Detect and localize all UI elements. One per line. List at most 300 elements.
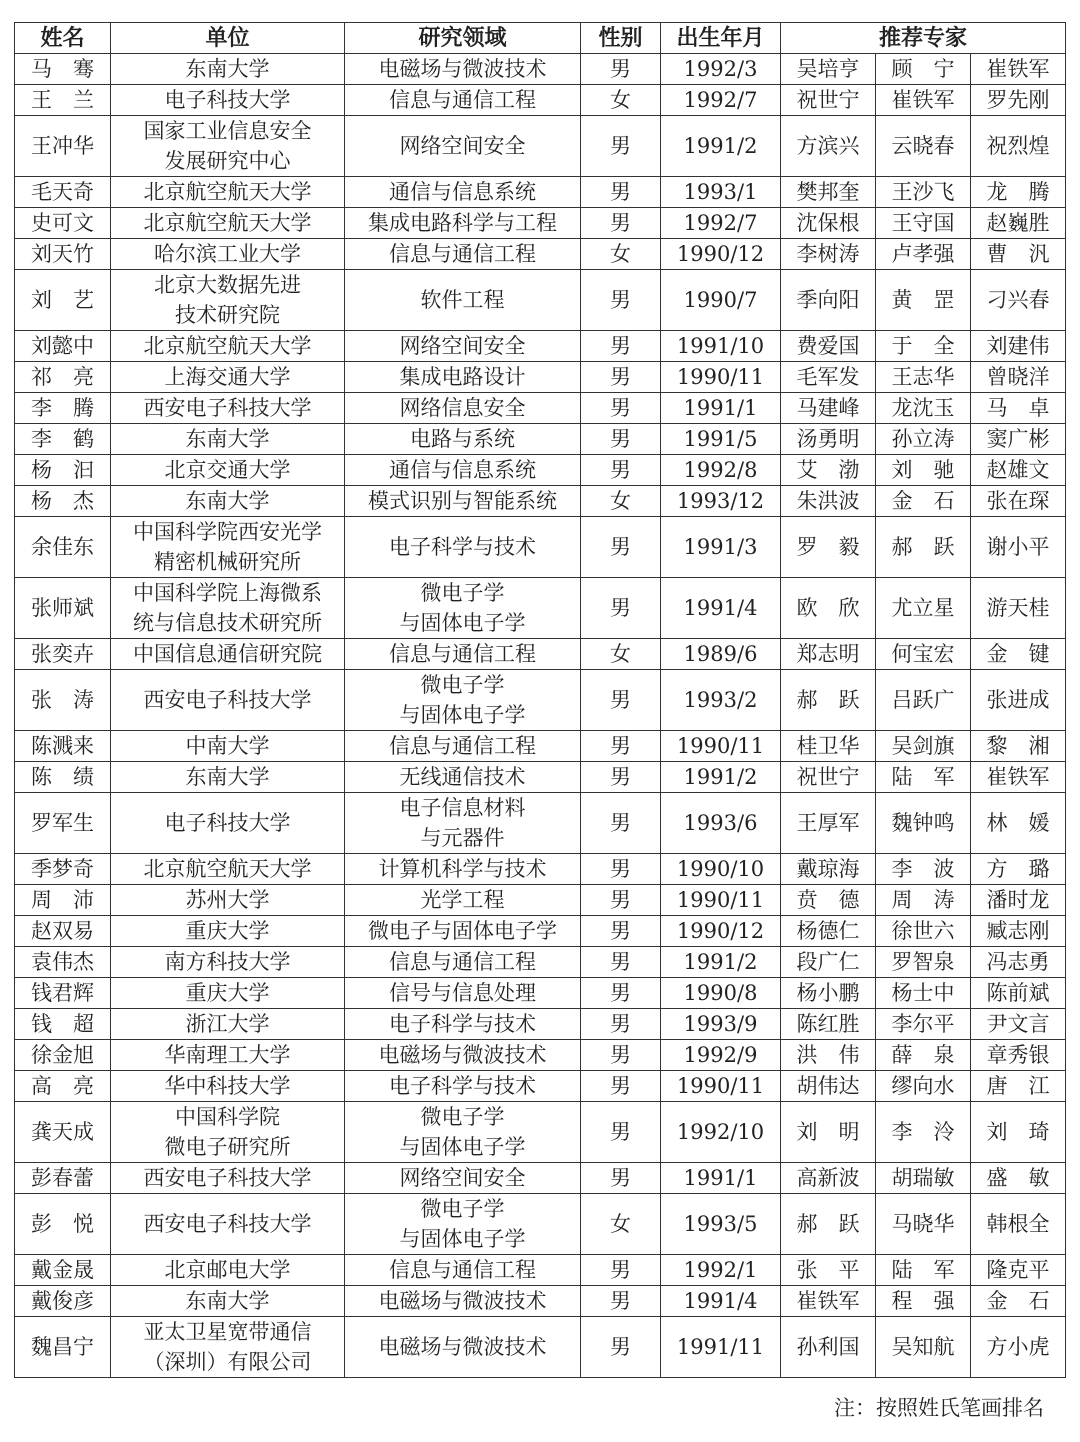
table-row (15, 85, 1066, 116)
expert-3-cell: 黎 湘 (971, 731, 1066, 762)
unit-cell: 北京航空航天大学 (111, 854, 345, 885)
expert-1-cell: 郝 跃 (781, 1194, 876, 1255)
expert-1-cell: 祝世宁 (781, 762, 876, 793)
expert-2-cell: 李 泠 (876, 1102, 971, 1163)
sex-cell: 女 (581, 85, 661, 116)
expert-1-cell: 陈红胜 (781, 1009, 876, 1040)
table-row (15, 424, 1066, 455)
table-row (15, 1009, 1066, 1040)
expert-3-cell: 韩根全 (971, 1194, 1066, 1255)
name-cell: 戴俊彦 (15, 1286, 111, 1317)
expert-1-cell: 马建峰 (781, 393, 876, 424)
sex-cell: 男 (581, 362, 661, 393)
name-cell: 周 沛 (15, 885, 111, 916)
expert-1-cell: 樊邦奎 (781, 177, 876, 208)
field-cell: 电磁场与微波技术 (345, 1317, 581, 1378)
birth-cell: 1991/3 (661, 517, 781, 578)
expert-2-cell: 于 全 (876, 331, 971, 362)
footnote: 注：按照姓氏笔画排名 (834, 1396, 1044, 1420)
sex-cell: 男 (581, 670, 661, 731)
name-cell: 王 兰 (15, 85, 111, 116)
unit-cell: 中国科学院上海微系 统与信息技术研究所 (111, 578, 345, 639)
name-cell: 余佳东 (15, 517, 111, 578)
sex-cell: 男 (581, 885, 661, 916)
sex-cell: 男 (581, 1102, 661, 1163)
expert-3-cell: 盛 敏 (971, 1163, 1066, 1194)
name-cell: 李 腾 (15, 393, 111, 424)
table-row (15, 885, 1066, 916)
expert-1-cell: 崔铁军 (781, 1286, 876, 1317)
birth-cell: 1991/2 (661, 947, 781, 978)
sex-cell: 男 (581, 762, 661, 793)
unit-cell: 北京交通大学 (111, 455, 345, 486)
expert-1-cell: 郝 跃 (781, 670, 876, 731)
unit-cell: 北京航空航天大学 (111, 177, 345, 208)
expert-3-cell: 赵巍胜 (971, 208, 1066, 239)
birth-cell: 1991/10 (661, 331, 781, 362)
sex-cell: 男 (581, 947, 661, 978)
field-cell: 电路与系统 (345, 424, 581, 455)
name-cell: 钱君辉 (15, 978, 111, 1009)
field-cell: 微电子与固体电子学 (345, 916, 581, 947)
table-row (15, 978, 1066, 1009)
expert-3-cell: 赵雄文 (971, 455, 1066, 486)
header-experts: 推荐专家 (781, 23, 1066, 54)
birth-cell: 1992/9 (661, 1040, 781, 1071)
unit-cell: 南方科技大学 (111, 947, 345, 978)
unit-cell: 东南大学 (111, 1286, 345, 1317)
expert-2-cell: 吴知航 (876, 1317, 971, 1378)
field-cell: 信息与通信工程 (345, 239, 581, 270)
expert-3-cell: 窦广彬 (971, 424, 1066, 455)
field-cell: 电磁场与微波技术 (345, 1286, 581, 1317)
sex-cell: 男 (581, 331, 661, 362)
expert-1-cell: 郑志明 (781, 639, 876, 670)
birth-cell: 1992/1 (661, 1255, 781, 1286)
expert-2-cell: 李 波 (876, 854, 971, 885)
sex-cell: 男 (581, 424, 661, 455)
table-row (15, 1163, 1066, 1194)
birth-cell: 1992/7 (661, 85, 781, 116)
unit-cell: 国家工业信息安全 发展研究中心 (111, 116, 345, 177)
expert-1-cell: 艾 渤 (781, 455, 876, 486)
header-row (15, 23, 1066, 54)
birth-cell: 1990/12 (661, 239, 781, 270)
sex-cell: 男 (581, 1163, 661, 1194)
unit-cell: 苏州大学 (111, 885, 345, 916)
expert-1-cell: 吴培亨 (781, 54, 876, 85)
expert-2-cell: 马晓华 (876, 1194, 971, 1255)
field-cell: 模式识别与智能系统 (345, 486, 581, 517)
unit-cell: 西安电子科技大学 (111, 1163, 345, 1194)
header-name: 姓名 (15, 23, 111, 54)
expert-1-cell: 贲 德 (781, 885, 876, 916)
table-row (15, 947, 1066, 978)
expert-3-cell: 罗先刚 (971, 85, 1066, 116)
expert-3-cell: 方小虎 (971, 1317, 1066, 1378)
expert-3-cell: 隆克平 (971, 1255, 1066, 1286)
expert-3-cell: 崔铁军 (971, 54, 1066, 85)
field-cell: 微电子学 与固体电子学 (345, 1194, 581, 1255)
expert-2-cell: 孙立涛 (876, 424, 971, 455)
expert-2-cell: 金 石 (876, 486, 971, 517)
expert-2-cell: 薛 泉 (876, 1040, 971, 1071)
table-row (15, 455, 1066, 486)
expert-1-cell: 孙利国 (781, 1317, 876, 1378)
field-cell: 计算机科学与技术 (345, 854, 581, 885)
field-cell: 信息与通信工程 (345, 947, 581, 978)
unit-cell: 浙江大学 (111, 1009, 345, 1040)
expert-2-cell: 罗智泉 (876, 947, 971, 978)
birth-cell: 1993/12 (661, 486, 781, 517)
field-cell: 电磁场与微波技术 (345, 1040, 581, 1071)
expert-2-cell: 卢孝强 (876, 239, 971, 270)
table-row (15, 854, 1066, 885)
name-cell: 季梦奇 (15, 854, 111, 885)
expert-3-cell: 祝烈煌 (971, 116, 1066, 177)
table-row (15, 517, 1066, 578)
table-row (15, 362, 1066, 393)
sex-cell: 男 (581, 54, 661, 85)
birth-cell: 1991/1 (661, 1163, 781, 1194)
expert-1-cell: 李树涛 (781, 239, 876, 270)
unit-cell: 北京航空航天大学 (111, 331, 345, 362)
name-cell: 刘 艺 (15, 270, 111, 331)
expert-2-cell: 缪向水 (876, 1071, 971, 1102)
birth-cell: 1991/4 (661, 1286, 781, 1317)
header-field: 研究领域 (345, 23, 581, 54)
birth-cell: 1991/1 (661, 393, 781, 424)
birth-cell: 1991/5 (661, 424, 781, 455)
field-cell: 网络空间安全 (345, 116, 581, 177)
field-cell: 电子信息材料 与元器件 (345, 793, 581, 854)
unit-cell: 东南大学 (111, 762, 345, 793)
table-row (15, 1286, 1066, 1317)
expert-2-cell: 王志华 (876, 362, 971, 393)
expert-1-cell: 高新波 (781, 1163, 876, 1194)
name-cell: 杨 杰 (15, 486, 111, 517)
name-cell: 王冲华 (15, 116, 111, 177)
expert-1-cell: 刘 明 (781, 1102, 876, 1163)
unit-cell: 重庆大学 (111, 916, 345, 947)
expert-3-cell: 章秀银 (971, 1040, 1066, 1071)
unit-cell: 西安电子科技大学 (111, 393, 345, 424)
birth-cell: 1993/9 (661, 1009, 781, 1040)
table-row (15, 1040, 1066, 1071)
birth-cell: 1992/3 (661, 54, 781, 85)
expert-3-cell: 林 媛 (971, 793, 1066, 854)
field-cell: 电子科学与技术 (345, 1009, 581, 1040)
expert-1-cell: 段广仁 (781, 947, 876, 978)
expert-3-cell: 唐 江 (971, 1071, 1066, 1102)
name-cell: 彭 悦 (15, 1194, 111, 1255)
expert-2-cell: 徐世六 (876, 916, 971, 947)
unit-cell: 重庆大学 (111, 978, 345, 1009)
unit-cell: 中国科学院西安光学 精密机械研究所 (111, 517, 345, 578)
expert-3-cell: 游天桂 (971, 578, 1066, 639)
header-sex: 性别 (581, 23, 661, 54)
birth-cell: 1991/2 (661, 762, 781, 793)
name-cell: 杨 汩 (15, 455, 111, 486)
field-cell: 网络信息安全 (345, 393, 581, 424)
expert-1-cell: 沈保根 (781, 208, 876, 239)
sex-cell: 男 (581, 978, 661, 1009)
table-row (15, 239, 1066, 270)
expert-2-cell: 吴剑旗 (876, 731, 971, 762)
field-cell: 微电子学 与固体电子学 (345, 670, 581, 731)
unit-cell: 中国科学院 微电子研究所 (111, 1102, 345, 1163)
table-row (15, 54, 1066, 85)
name-cell: 张 涛 (15, 670, 111, 731)
birth-cell: 1993/5 (661, 1194, 781, 1255)
header-birth: 出生年月 (661, 23, 781, 54)
unit-cell: 东南大学 (111, 486, 345, 517)
expert-2-cell: 云晓春 (876, 116, 971, 177)
expert-2-cell: 程 强 (876, 1286, 971, 1317)
table-row (15, 639, 1066, 670)
expert-3-cell: 龙 腾 (971, 177, 1066, 208)
table-row (15, 1317, 1066, 1378)
birth-cell: 1992/8 (661, 455, 781, 486)
expert-1-cell: 戴琼海 (781, 854, 876, 885)
expert-3-cell: 臧志刚 (971, 916, 1066, 947)
sex-cell: 男 (581, 1286, 661, 1317)
name-cell: 彭春蕾 (15, 1163, 111, 1194)
unit-cell: 北京航空航天大学 (111, 208, 345, 239)
sex-cell: 男 (581, 455, 661, 486)
expert-1-cell: 费爱国 (781, 331, 876, 362)
table-row (15, 177, 1066, 208)
field-cell: 信息与通信工程 (345, 85, 581, 116)
expert-2-cell: 何宝宏 (876, 639, 971, 670)
expert-2-cell: 杨士中 (876, 978, 971, 1009)
sex-cell: 男 (581, 270, 661, 331)
expert-1-cell: 桂卫华 (781, 731, 876, 762)
unit-cell: 华中科技大学 (111, 1071, 345, 1102)
sex-cell: 女 (581, 239, 661, 270)
expert-2-cell: 王守国 (876, 208, 971, 239)
sex-cell: 男 (581, 1040, 661, 1071)
expert-2-cell: 郝 跃 (876, 517, 971, 578)
expert-2-cell: 黄 罡 (876, 270, 971, 331)
candidate-table (14, 22, 1066, 1378)
expert-1-cell: 洪 伟 (781, 1040, 876, 1071)
field-cell: 信息与通信工程 (345, 639, 581, 670)
birth-cell: 1990/11 (661, 362, 781, 393)
name-cell: 陈 绩 (15, 762, 111, 793)
expert-3-cell: 金 键 (971, 639, 1066, 670)
birth-cell: 1990/7 (661, 270, 781, 331)
birth-cell: 1993/6 (661, 793, 781, 854)
sex-cell: 女 (581, 639, 661, 670)
birth-cell: 1990/12 (661, 916, 781, 947)
name-cell: 刘懿中 (15, 331, 111, 362)
expert-3-cell: 金 石 (971, 1286, 1066, 1317)
table-row (15, 793, 1066, 854)
expert-1-cell: 杨德仁 (781, 916, 876, 947)
table-row (15, 116, 1066, 177)
expert-3-cell: 冯志勇 (971, 947, 1066, 978)
expert-3-cell: 刁兴春 (971, 270, 1066, 331)
field-cell: 电磁场与微波技术 (345, 54, 581, 85)
table-row (15, 916, 1066, 947)
sex-cell: 男 (581, 116, 661, 177)
expert-1-cell: 杨小鹏 (781, 978, 876, 1009)
expert-3-cell: 曹 汎 (971, 239, 1066, 270)
birth-cell: 1990/11 (661, 885, 781, 916)
birth-cell: 1993/2 (661, 670, 781, 731)
expert-1-cell: 罗 毅 (781, 517, 876, 578)
expert-2-cell: 尤立星 (876, 578, 971, 639)
expert-2-cell: 陆 军 (876, 762, 971, 793)
birth-cell: 1990/11 (661, 1071, 781, 1102)
name-cell: 魏昌宁 (15, 1317, 111, 1378)
expert-1-cell: 季向阳 (781, 270, 876, 331)
expert-2-cell: 顾 宁 (876, 54, 971, 85)
expert-2-cell: 王沙飞 (876, 177, 971, 208)
field-cell: 信号与信息处理 (345, 978, 581, 1009)
unit-cell: 亚太卫星宽带通信 （深圳）有限公司 (111, 1317, 345, 1378)
expert-2-cell: 魏钟鸣 (876, 793, 971, 854)
table-row (15, 208, 1066, 239)
field-cell: 信息与通信工程 (345, 1255, 581, 1286)
unit-cell: 电子科技大学 (111, 85, 345, 116)
name-cell: 刘天竹 (15, 239, 111, 270)
name-cell: 袁伟杰 (15, 947, 111, 978)
name-cell: 徐金旭 (15, 1040, 111, 1071)
expert-2-cell: 周 涛 (876, 885, 971, 916)
unit-cell: 西安电子科技大学 (111, 1194, 345, 1255)
field-cell: 网络空间安全 (345, 1163, 581, 1194)
expert-2-cell: 陆 军 (876, 1255, 971, 1286)
expert-1-cell: 祝世宁 (781, 85, 876, 116)
field-cell: 软件工程 (345, 270, 581, 331)
sex-cell: 男 (581, 916, 661, 947)
expert-1-cell: 欧 欣 (781, 578, 876, 639)
unit-cell: 中国信息通信研究院 (111, 639, 345, 670)
sex-cell: 男 (581, 1009, 661, 1040)
field-cell: 通信与信息系统 (345, 177, 581, 208)
expert-3-cell: 尹文言 (971, 1009, 1066, 1040)
expert-3-cell: 崔铁军 (971, 762, 1066, 793)
expert-3-cell: 曾晓洋 (971, 362, 1066, 393)
sex-cell: 女 (581, 486, 661, 517)
field-cell: 通信与信息系统 (345, 455, 581, 486)
expert-3-cell: 马 卓 (971, 393, 1066, 424)
unit-cell: 哈尔滨工业大学 (111, 239, 345, 270)
name-cell: 毛天奇 (15, 177, 111, 208)
table-row (15, 578, 1066, 639)
field-cell: 电子科学与技术 (345, 1071, 581, 1102)
sex-cell: 男 (581, 854, 661, 885)
expert-3-cell: 谢小平 (971, 517, 1066, 578)
field-cell: 微电子学 与固体电子学 (345, 1102, 581, 1163)
birth-cell: 1992/10 (661, 1102, 781, 1163)
name-cell: 李 鹤 (15, 424, 111, 455)
header-unit: 单位 (111, 23, 345, 54)
unit-cell: 东南大学 (111, 54, 345, 85)
name-cell: 祁 亮 (15, 362, 111, 393)
name-cell: 张师斌 (15, 578, 111, 639)
field-cell: 微电子学 与固体电子学 (345, 578, 581, 639)
sex-cell: 男 (581, 393, 661, 424)
sex-cell: 男 (581, 1317, 661, 1378)
table-row (15, 670, 1066, 731)
expert-3-cell: 刘 琦 (971, 1102, 1066, 1163)
field-cell: 信息与通信工程 (345, 731, 581, 762)
unit-cell: 电子科技大学 (111, 793, 345, 854)
expert-1-cell: 张 平 (781, 1255, 876, 1286)
sex-cell: 男 (581, 731, 661, 762)
birth-cell: 1990/10 (661, 854, 781, 885)
table-row (15, 331, 1066, 362)
field-cell: 电子科学与技术 (345, 517, 581, 578)
name-cell: 张奕卉 (15, 639, 111, 670)
sex-cell: 男 (581, 177, 661, 208)
sex-cell: 男 (581, 1255, 661, 1286)
expert-2-cell: 龙沈玉 (876, 393, 971, 424)
table-row (15, 393, 1066, 424)
unit-cell: 上海交通大学 (111, 362, 345, 393)
birth-cell: 1991/4 (661, 578, 781, 639)
expert-2-cell: 吕跃广 (876, 670, 971, 731)
birth-cell: 1991/2 (661, 116, 781, 177)
expert-2-cell: 胡瑞敏 (876, 1163, 971, 1194)
name-cell: 陈溅来 (15, 731, 111, 762)
expert-3-cell: 刘建伟 (971, 331, 1066, 362)
expert-1-cell: 王厚军 (781, 793, 876, 854)
table-row (15, 1194, 1066, 1255)
name-cell: 钱 超 (15, 1009, 111, 1040)
expert-2-cell: 崔铁军 (876, 85, 971, 116)
table-row (15, 486, 1066, 517)
birth-cell: 1992/7 (661, 208, 781, 239)
expert-1-cell: 朱洪波 (781, 486, 876, 517)
birth-cell: 1991/11 (661, 1317, 781, 1378)
sex-cell: 男 (581, 578, 661, 639)
unit-cell: 西安电子科技大学 (111, 670, 345, 731)
expert-3-cell: 陈前斌 (971, 978, 1066, 1009)
field-cell: 光学工程 (345, 885, 581, 916)
expert-1-cell: 汤勇明 (781, 424, 876, 455)
name-cell: 赵双易 (15, 916, 111, 947)
expert-3-cell: 张在琛 (971, 486, 1066, 517)
birth-cell: 1989/6 (661, 639, 781, 670)
sex-cell: 男 (581, 208, 661, 239)
birth-cell: 1990/8 (661, 978, 781, 1009)
field-cell: 无线通信技术 (345, 762, 581, 793)
expert-1-cell: 毛军发 (781, 362, 876, 393)
expert-3-cell: 潘时龙 (971, 885, 1066, 916)
table-row (15, 762, 1066, 793)
table-row (15, 731, 1066, 762)
unit-cell: 东南大学 (111, 424, 345, 455)
name-cell: 马 骞 (15, 54, 111, 85)
birth-cell: 1990/11 (661, 731, 781, 762)
unit-cell: 北京邮电大学 (111, 1255, 345, 1286)
name-cell: 高 亮 (15, 1071, 111, 1102)
sex-cell: 女 (581, 1194, 661, 1255)
table-row (15, 270, 1066, 331)
field-cell: 集成电路科学与工程 (345, 208, 581, 239)
unit-cell: 北京大数据先进 技术研究院 (111, 270, 345, 331)
table-row (15, 1102, 1066, 1163)
birth-cell: 1993/1 (661, 177, 781, 208)
expert-1-cell: 胡伟达 (781, 1071, 876, 1102)
unit-cell: 华南理工大学 (111, 1040, 345, 1071)
sex-cell: 男 (581, 517, 661, 578)
sex-cell: 男 (581, 1071, 661, 1102)
